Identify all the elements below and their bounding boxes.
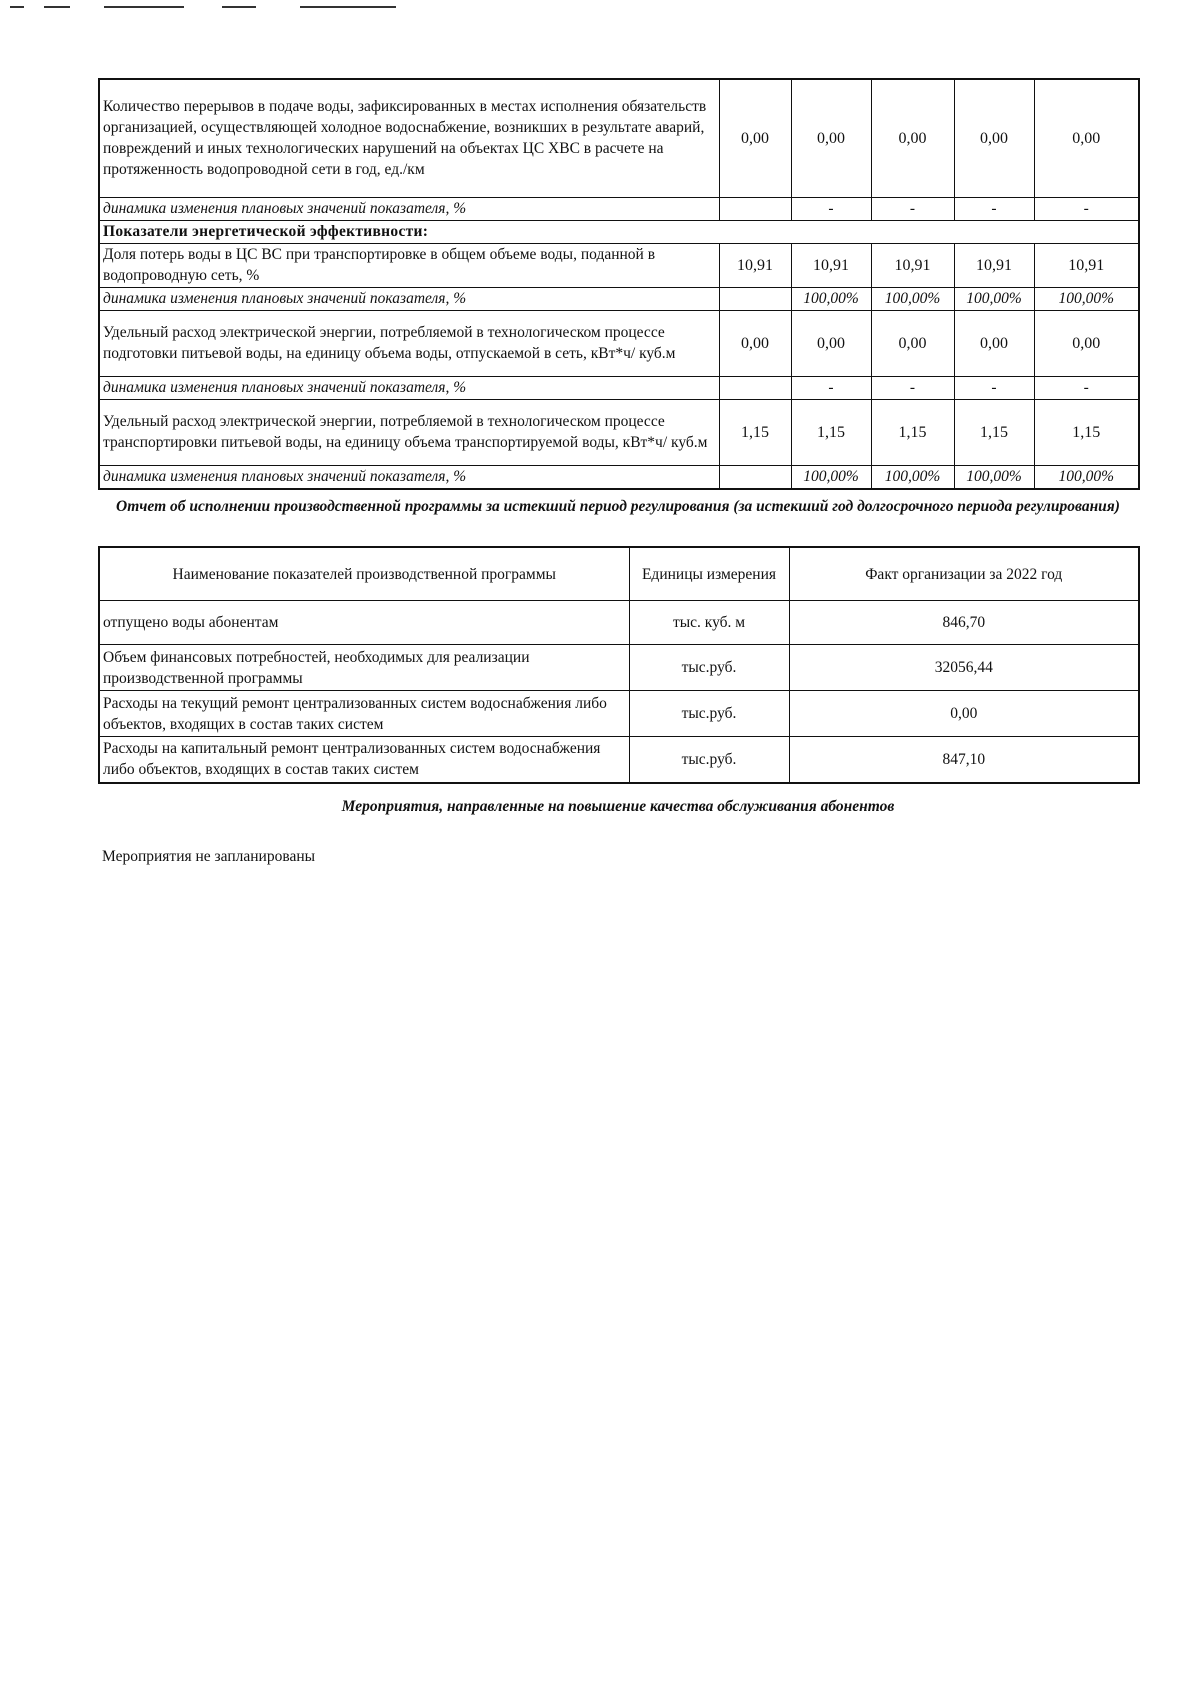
indicator-name: Удельный расход электрической энергии, потребляемой в технологическом процессе транспортировки питьевой воды, на единицу объема транспортируемой воды, кВт*ч/ куб.м [99,399,719,465]
indicator-value: 100,00% [871,465,954,489]
indicator-value: 100,00% [954,465,1034,489]
table-row [99,737,1139,783]
table-row [99,243,1139,287]
report-header-fact: Факт организации за 2022 год [789,547,1139,601]
indicator-value: 0,00 [791,79,871,197]
dynamics-row [99,465,1139,489]
indicator-value: 0,00 [954,310,1034,376]
indicator-value: - [1034,197,1139,220]
dynamics-row [99,197,1139,220]
section-row [99,220,1139,243]
report-row-value: 846,70 [789,601,1139,645]
indicator-value: 100,00% [1034,465,1139,489]
report-row-unit: тыс.руб. [629,691,789,737]
indicator-value: 1,15 [1034,399,1139,465]
indicator-value: 10,91 [719,243,791,287]
dynamics-label: динамика изменения плановых значений показателя, % [99,376,719,399]
scan-artifact [10,6,24,8]
report-header-row [99,547,1139,601]
indicator-value: 0,00 [871,310,954,376]
measures-heading: Мероприятия, направленные на повышение качества обслуживания абонентов [341,798,895,815]
indicator-value: - [871,197,954,220]
report-row-unit: тыс.руб. [629,737,789,783]
report-row-name: Расходы на капитальный ремонт централизованных систем водоснабжения либо объектов, входящих в состав таких систем [99,737,629,783]
indicator-value: 1,15 [871,399,954,465]
report-row-name: Объем финансовых потребностей, необходимых для реализации производственной программы [99,645,629,691]
report-heading: Отчет об исполнении производственной программы за истекший период регулирования (за истекший год долгосрочного периода регулирования) [116,498,1120,515]
indicator-value: 0,00 [791,310,871,376]
indicator-value: 10,91 [791,243,871,287]
report-table [98,546,1140,784]
indicator-value: - [791,197,871,220]
indicator-value: 0,00 [719,310,791,376]
indicator-value: 0,00 [1034,310,1139,376]
indicator-value: 1,15 [719,399,791,465]
indicator-name: Доля потерь воды в ЦС ВС при транспортировке в общем объеме воды, поданной в водопроводную сеть, % [99,243,719,287]
indicator-value [719,465,791,489]
dynamics-label: динамика изменения плановых значений показателя, % [99,465,719,489]
indicator-value [719,287,791,310]
indicator-value: - [954,197,1034,220]
report-row-value: 847,10 [789,737,1139,783]
table-row [99,79,1139,197]
scan-artifact [44,6,70,8]
scan-artifact [222,6,256,8]
dynamics-row [99,376,1139,399]
indicator-value: - [954,376,1034,399]
indicator-value [719,197,791,220]
report-row-unit: тыс. куб. м [629,601,789,645]
report-row-unit: тыс.руб. [629,645,789,691]
indicator-value: 1,15 [954,399,1034,465]
report-row-name: отпущено воды абонентам [99,601,629,645]
scan-artifact [104,6,184,8]
table-row [99,310,1139,376]
indicator-name: Удельный расход электрической энергии, потребляемой в технологическом процессе подготовки питьевой воды, на единицу объема воды, отпускаемой в сеть, кВт*ч/ куб.м [99,310,719,376]
indicator-value: 0,00 [1034,79,1139,197]
table-row [99,645,1139,691]
table-row [99,691,1139,737]
indicator-value: - [791,376,871,399]
indicator-value: 0,00 [719,79,791,197]
indicator-value: 10,91 [1034,243,1139,287]
indicator-value: - [871,376,954,399]
indicator-value: - [1034,376,1139,399]
report-row-name: Расходы на текущий ремонт централизованных систем водоснабжения либо объектов, входящих в состав таких систем [99,691,629,737]
indicator-value: 100,00% [871,287,954,310]
report-header-unit: Единицы измерения [629,547,789,601]
indicator-name: Количество перерывов в подаче воды, зафиксированных в местах исполнения обязательств организацией, осуществляющей холодное водоснабжение, возникших в результате аварий, повреждений и иных технологических нарушений на объектах ЦС ХВС в расчете на протяженность водопроводной сети в год, ед./км [99,79,719,197]
indicator-value: 100,00% [954,287,1034,310]
indicators-table [98,78,1140,490]
measures-text: Мероприятия не запланированы [102,848,316,865]
dynamics-label: динамика изменения плановых значений показателя, % [99,287,719,310]
indicator-value: 10,91 [954,243,1034,287]
report-row-value: 32056,44 [789,645,1139,691]
table-row [99,399,1139,465]
scan-artifact [300,6,396,8]
section-title: Показатели энергетической эффективности: [99,220,1139,243]
indicator-value: 10,91 [871,243,954,287]
dynamics-row [99,287,1139,310]
indicator-value: 100,00% [791,287,871,310]
report-header-name: Наименование показателей производственной программы [99,547,629,601]
report-row-value: 0,00 [789,691,1139,737]
indicator-value: 1,15 [791,399,871,465]
indicator-value [719,376,791,399]
dynamics-label: динамика изменения плановых значений показателя, % [99,197,719,220]
table-row [99,601,1139,645]
indicator-value: 100,00% [791,465,871,489]
indicator-value: 0,00 [871,79,954,197]
indicator-value: 0,00 [954,79,1034,197]
indicator-value: 100,00% [1034,287,1139,310]
